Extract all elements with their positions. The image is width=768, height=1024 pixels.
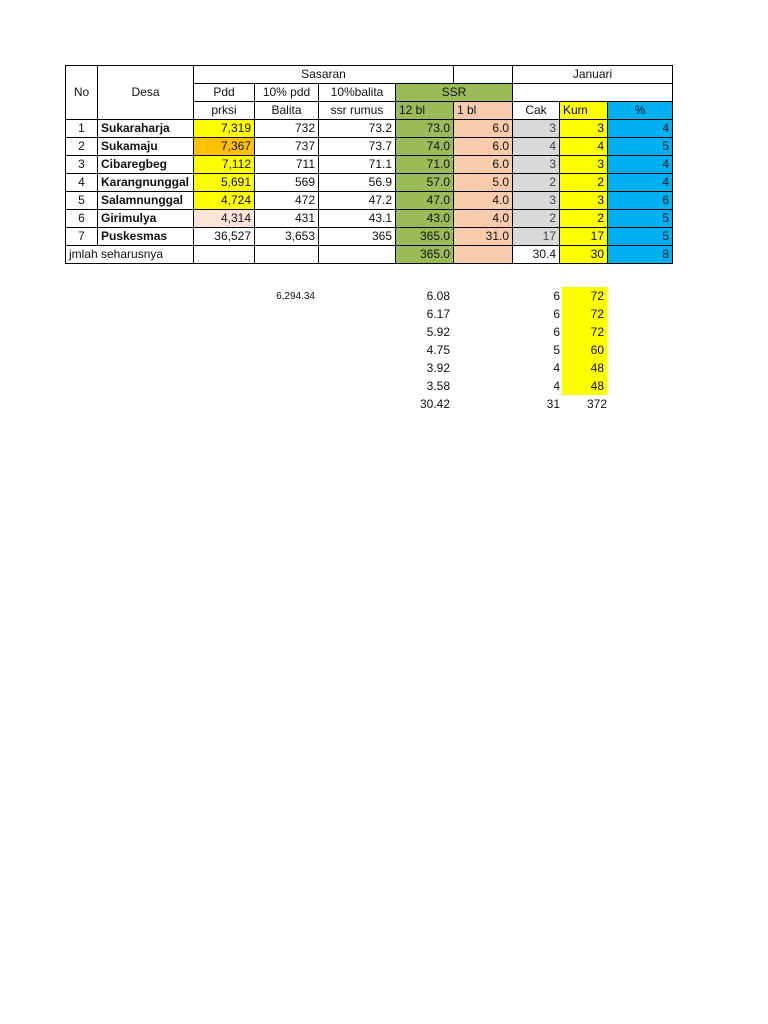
cell-balita: 569 (255, 174, 319, 192)
table-row (66, 156, 673, 174)
header-januari: Januari (513, 66, 673, 84)
cell-pdd: 7,367 (194, 138, 255, 156)
cell-desa: Salamnunggal (98, 192, 194, 210)
cell-ssr-rumus: 43.1 (319, 210, 396, 228)
cell-no: 5 (66, 192, 98, 210)
total-12bl: 365.0 (396, 246, 454, 264)
cell-12bl: 74.0 (396, 138, 454, 156)
table-row (66, 174, 673, 192)
cell-1bl: 4.0 (454, 192, 513, 210)
cell-cak: 3 (513, 192, 560, 210)
extra-kum-value: 60 (562, 341, 607, 359)
cell-pdd: 5,691 (194, 174, 255, 192)
cell-kum: 3 (560, 192, 608, 210)
table-row (66, 210, 673, 228)
cell-balita: 3,653 (255, 228, 319, 246)
cell-1bl: 5.0 (454, 174, 513, 192)
cell-cak: 2 (513, 174, 560, 192)
extra-cak-value: 4 (553, 379, 560, 393)
header-blank (454, 66, 513, 84)
extra-cak-value: 5 (553, 343, 560, 357)
cell-pct: 4 (608, 174, 673, 192)
cell-12bl: 365.0 (396, 228, 454, 246)
header-pct: % (608, 102, 673, 120)
table-row (66, 138, 673, 156)
table-row (66, 120, 673, 138)
cell-ssr-rumus: 365 (319, 228, 396, 246)
cell-kum: 3 (560, 120, 608, 138)
cell-desa: Cibaregbeg (98, 156, 194, 174)
extra-kum-value: 48 (562, 377, 607, 395)
cell-kum: 2 (560, 174, 608, 192)
total-blank (255, 246, 319, 264)
cell-1bl: 4.0 (454, 210, 513, 228)
cell-balita: 711 (255, 156, 319, 174)
extra-ssr-value: 4.75 (426, 343, 450, 357)
cell-cak: 3 (513, 120, 560, 138)
cell-pdd: 36,527 (194, 228, 255, 246)
extra-pdd-value: 6,294.34 (276, 291, 315, 302)
cell-desa: Sukaraharja (98, 120, 194, 138)
extra-cak-value: 6 (553, 307, 560, 321)
cell-cak: 3 (513, 156, 560, 174)
cell-balita: 472 (255, 192, 319, 210)
header-januari-blank (513, 84, 673, 102)
header-1bl: 1 bl (454, 102, 513, 120)
total-kum: 30 (560, 246, 608, 264)
header-cak: Cak (513, 102, 560, 120)
header-sasaran: Sasaran (194, 66, 454, 84)
cell-no: 6 (66, 210, 98, 228)
extra-ssr-value: 5.92 (426, 325, 450, 339)
cell-desa: Girimulya (98, 210, 194, 228)
sasaran-table (65, 65, 673, 264)
cell-ssr-rumus: 73.7 (319, 138, 396, 156)
total-pct: 8 (608, 246, 673, 264)
cell-cak: 2 (513, 210, 560, 228)
extra-ssr-value: 3.92 (426, 361, 450, 375)
cell-ssr-rumus: 56.9 (319, 174, 396, 192)
cell-no: 7 (66, 228, 98, 246)
cell-kum: 3 (560, 156, 608, 174)
extra-ssr-value: 6.08 (426, 289, 450, 303)
cell-desa: Sukamaju (98, 138, 194, 156)
extra-kum-value: 72 (562, 305, 607, 323)
cell-no: 3 (66, 156, 98, 174)
extra-cak-value: 6 (553, 325, 560, 339)
extra-kum-total: 372 (586, 397, 607, 411)
table-row (66, 228, 673, 246)
cell-no: 2 (66, 138, 98, 156)
total-cak: 30.4 (513, 246, 560, 264)
cell-1bl: 6.0 (454, 120, 513, 138)
cell-1bl: 31.0 (454, 228, 513, 246)
header-ssr: SSR (396, 84, 513, 102)
cell-12bl: 57.0 (396, 174, 454, 192)
header-kum: Kum (560, 102, 608, 120)
cell-kum: 2 (560, 210, 608, 228)
extra-cak-value: 4 (553, 361, 560, 375)
cell-no: 1 (66, 120, 98, 138)
total-blank (319, 246, 396, 264)
header-no: No (66, 66, 98, 120)
cell-balita: 431 (255, 210, 319, 228)
cell-1bl: 6.0 (454, 138, 513, 156)
extra-kum-value: 48 (562, 359, 607, 377)
header-pdd: Pdd (194, 84, 255, 102)
cell-12bl: 73.0 (396, 120, 454, 138)
total-1bl (454, 246, 513, 264)
cell-pct: 4 (608, 156, 673, 174)
total-blank (194, 246, 255, 264)
total-row (66, 246, 673, 264)
header-12bl: 12 bl (396, 102, 454, 120)
cell-pdd: 7,112 (194, 156, 255, 174)
extra-kum-value: 72 (562, 287, 607, 305)
table-row (66, 192, 673, 210)
header-balita: Balita (255, 102, 319, 120)
header-prksi: prksi (194, 102, 255, 120)
cell-pct: 6 (608, 192, 673, 210)
cell-pct: 5 (608, 138, 673, 156)
cell-desa: Karangnunggal (98, 174, 194, 192)
header-pdd10: 10% pdd (255, 84, 319, 102)
cell-balita: 737 (255, 138, 319, 156)
header-balita10: 10%balita (319, 84, 396, 102)
extra-ssr-value: 6.17 (426, 307, 450, 321)
extra-kum-value: 72 (562, 323, 607, 341)
cell-1bl: 6.0 (454, 156, 513, 174)
cell-pdd: 4,724 (194, 192, 255, 210)
extra-ssr-value: 3.58 (426, 379, 450, 393)
cell-balita: 732 (255, 120, 319, 138)
cell-12bl: 71.0 (396, 156, 454, 174)
header-desa: Desa (98, 66, 194, 120)
header-ssr-rumus: ssr rumus (319, 102, 396, 120)
cell-pct: 5 (608, 210, 673, 228)
total-label: jmlah seharusnya (66, 246, 194, 264)
cell-ssr-rumus: 71.1 (319, 156, 396, 174)
cell-cak: 17 (513, 228, 560, 246)
cell-kum: 17 (560, 228, 608, 246)
cell-pct: 4 (608, 120, 673, 138)
cell-kum: 4 (560, 138, 608, 156)
extra-cak-value: 6 (553, 289, 560, 303)
cell-pdd: 7,319 (194, 120, 255, 138)
cell-no: 4 (66, 174, 98, 192)
cell-pct: 5 (608, 228, 673, 246)
cell-ssr-rumus: 47.2 (319, 192, 396, 210)
cell-desa: Puskesmas (98, 228, 194, 246)
cell-cak: 4 (513, 138, 560, 156)
cell-12bl: 47.0 (396, 192, 454, 210)
extra-ssr-total: 30.42 (419, 397, 450, 411)
cell-12bl: 43.0 (396, 210, 454, 228)
extra-cak-total: 31 (546, 397, 560, 411)
cell-pdd: 4,314 (194, 210, 255, 228)
cell-ssr-rumus: 73.2 (319, 120, 396, 138)
